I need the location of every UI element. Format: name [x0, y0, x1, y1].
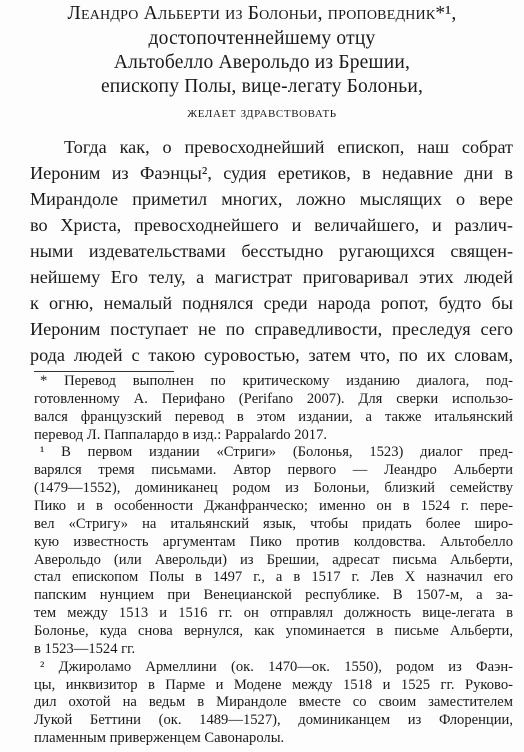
footnote-line-15: Болонье, куда снова вернулся, как упоминается в письме Альберти, [34, 623, 513, 639]
footnote-line-3: вался французский перевод в этом издании, а также итальянский [34, 408, 513, 425]
footnote-line-19: дил охотой на ведьм в Мирандоле вместе со своим заместителем [34, 694, 513, 711]
footnote-line-8: Пико и в особенности Джанфранческо; именно он в 1524 г. пере- [34, 498, 513, 514]
heading-line-4: епископу Полы, вице-легату Болоньи, [100, 76, 424, 97]
footnote-line-12: стал епископом Полы в 1497 г., а в 1517 г. Лев X назначил его [34, 569, 513, 586]
footnote-line-4: перевод Л. Паппалардо в изд.: Pappalardo 2017. [34, 426, 328, 443]
footnote-line-13: папским нунцием при Венецианской республике. В 1507-м, а за- [34, 587, 513, 604]
footnote-line-6: варялся тремя письмами. Автор первого — Леандро Альберти [34, 462, 513, 479]
body-line-4: во Христа, превосходнейшего и величайшего, и различ- [30, 215, 513, 235]
footnote-line-11: Аверольдо (или Аверольди) из Брешии, адресат письма Альберти, [34, 551, 513, 568]
body-line-5: ными издевательствами бесстыдно ругающихся священ- [30, 241, 513, 261]
body-line-3: Мирандоле приметил многих, ложно мыслящих о вере [30, 189, 513, 209]
footnote-line-18: цы, инквизитор в Парме и Модене между 1518 и 1525 гг. Руково- [34, 676, 513, 693]
heading-line-1: Леандро Альберти из Болоньи, проповедник*¹, [67, 3, 457, 24]
footnote-line-5: ¹ В первом издании «Стриги» (Болонья, 1523) диалог пред- [40, 444, 513, 461]
heading-line-2: достопочтеннейшему отцу [148, 28, 376, 49]
footnote-line-9: вел «Стригу» на итальянский язык, чтобы придать более широ- [34, 515, 513, 532]
heading-line-5: желает здравствовать [187, 104, 337, 121]
footnote-line-17: ² Джироламо Армеллини (ок. 1470—ок. 1550), родом из Фаэн- [40, 658, 513, 675]
footnote-line-1: * Перевод выполнен по критическому изданию диалога, под- [40, 373, 513, 389]
body-line-7: к огню, немалый поднялся среди народа ропот, будто бы [30, 293, 513, 313]
body-line-6: нейшему Его телу, а магистрат приговаривал этих людей [30, 267, 513, 287]
footnote-line-20: Лукой Беттини (ок. 1489—1527), доминиканцем из Флоренции, [34, 712, 513, 729]
body-line-8: Иероним поступает не по справедливости, преследуя сего [30, 319, 513, 339]
body-line-1: Тогда как, о превосходнейший епископ, наш собрат [64, 137, 513, 157]
footnote-line-2: готовленному А. Перифано (Perifano 2007). Для сверки использо- [34, 390, 513, 407]
body-line-9: рода людей с такою суровостью, затем что, по их словам, [30, 345, 513, 365]
footnote-line-10: кую известность аргументам Пико против колдовства. Альтобелло [34, 533, 513, 550]
footnote-line-16: в 1523—1524 гг. [34, 640, 136, 657]
body-line-2: Иероним из Фаэнцы², судия еретиков, в недавние дни в [30, 163, 513, 183]
heading-line-3: Альтобелло Аверольдо из Брешии, [113, 52, 411, 73]
footnote-divider [34, 371, 174, 372]
footnote-line-21: пламенным приверженцем Савонаролы. [34, 730, 285, 747]
footnote-line-7: (1479—1552), доминиканец родом из Болоньи, близкий семейству [34, 480, 513, 497]
footnote-line-14: тем между 1513 и 1516 гг. он отправлял должность вице-легата в [34, 605, 513, 622]
